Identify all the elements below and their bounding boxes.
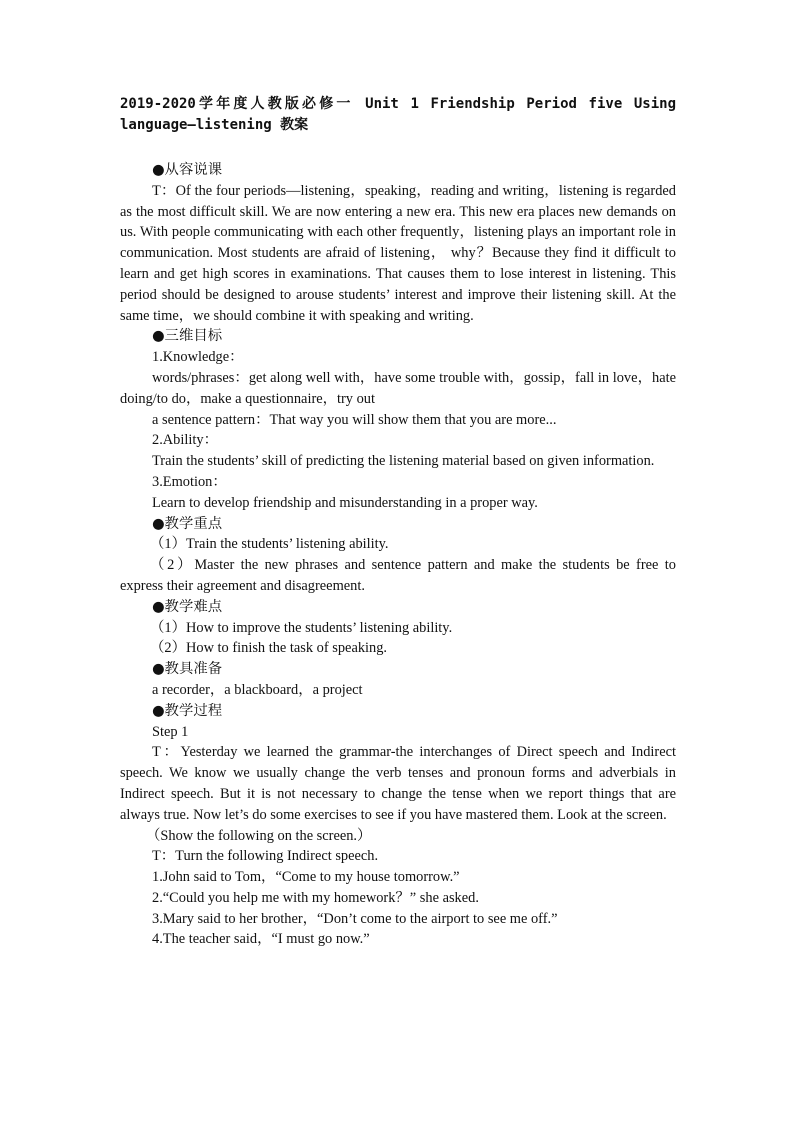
section-heading-objectives: ●三维目标 [152, 328, 223, 345]
objective-ability-text: Train the students’ skill of predicting the listening material based on given information. [152, 453, 655, 470]
document-page [120, 94, 676, 950]
section-heading-procedure: ●教学过程 [152, 702, 223, 719]
objective-emotion-label: 3.Emotion： [152, 473, 227, 490]
objective-knowledge-label: 1.Knowledge： [152, 349, 244, 366]
exercise-4: 4.The teacher said，“I must go now.” [152, 931, 370, 948]
difficulty-1: （1）How to improve the students’ listening ability. [150, 619, 453, 636]
step-paragraph: T：Yesterday we learned the grammar-the interchanges of Direct speech and Indirect speech. We know we usually change the verb tenses and pronoun forms and adverbials in Indirect speech. But it is not necessary to change the tense when we report things that are always true. Now let’s do some exercises to see if you have mastered them. Look at the screen. [120, 744, 676, 823]
exercise-1: 1.John said to Tom，“Come to my house tomorrow.” [152, 869, 460, 886]
section-heading-key-points: ●教学重点 [152, 515, 223, 532]
show-instruction: （Show the following on the screen.） [146, 827, 372, 844]
turn-instruction: T：Turn the following Indirect speech. [152, 848, 379, 865]
exercise-2: 2.“Could you help me with my homework？” she asked. [152, 889, 479, 906]
key-point-2: （2）Master the new phrases and sentence pattern and make the students be free to express their agreement and disagreement. [120, 557, 676, 594]
difficulty-2: （2）How to finish the task of speaking. [150, 640, 388, 657]
step-label: Step 1 [152, 723, 189, 740]
document-title: 2019-2020学年度人教版必修一 Unit 1 Friendship Period five Using language—listening 教案 [120, 96, 676, 133]
section-heading-lecture: ●从容说课 [152, 162, 223, 178]
teaching-aids-list: a recorder，a blackboard，a project [152, 681, 363, 698]
exercise-3: 3.Mary said to her brother，“Don’t come to the airport to see me off.” [152, 910, 558, 927]
objective-sentence-pattern: a sentence pattern：That way you will show them that you are more... [152, 411, 557, 428]
lecture-paragraph: T：Of the four periods—listening，speaking，reading and writing，listening is regarded as the most difficult skill. We are now entering a new era. This new era places new demands on us. With people communicating with each other frequently，listening plays an important role in communication. Most students are afraid of listening， why？Because they find it difficult to learn and get high scores in examinations. That causes them to lose interest in listening. This period should be designed to arouse students’ interest and improve their listening skill. At the same time，we should combine it with speaking and writing. [120, 182, 676, 324]
key-point-1: （1）Train the students’ listening ability. [150, 536, 389, 553]
section-heading-difficulties: ●教学难点 [152, 598, 223, 615]
objective-emotion-text: Learn to develop friendship and misunderstanding in a proper way. [152, 494, 538, 511]
objective-ability-label: 2.Ability： [152, 432, 218, 449]
section-heading-teaching-aids: ●教具准备 [152, 661, 223, 678]
objective-words-phrases: words/phrases：get along well with，have some trouble with，gossip，fall in love，hate doing/to do，make a questionnaire，try out [120, 369, 676, 407]
